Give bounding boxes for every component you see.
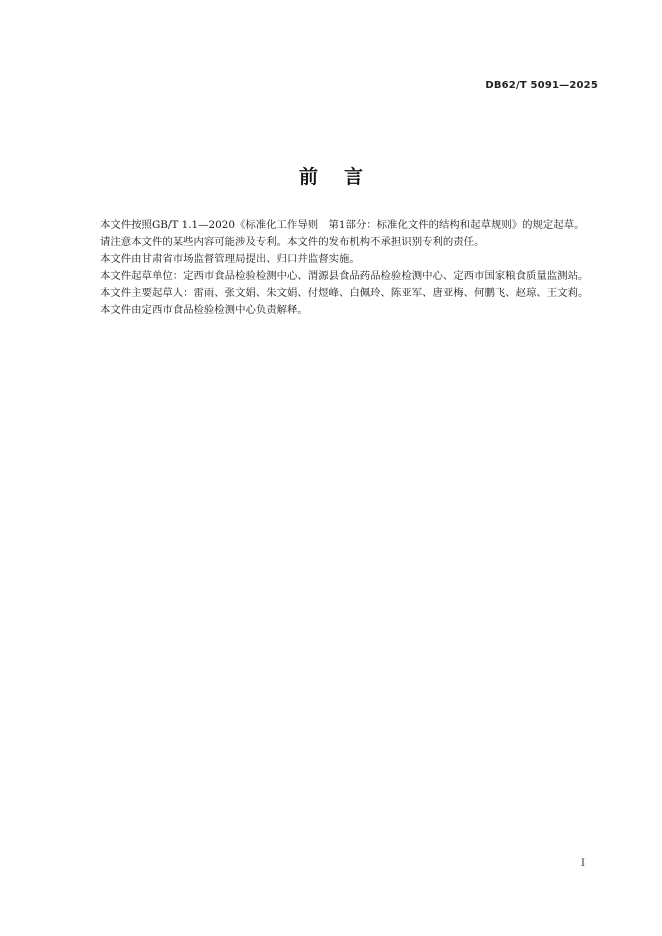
foreword-body <box>79 217 603 319</box>
paragraph-drafting-basis: 本文件按照GB/T 1.1—2020《标准化工作导则 第1部分：标准化文件的结构和起草规则》的规定起草。 <box>100 219 585 231</box>
paragraph-drafting-units: 本文件起草单位：定西市食品检验检测中心、渭源县食品药品检验检测中心、定西市国家粮食质量监测站。 <box>100 270 589 282</box>
paragraph-interpretation: 本文件由定西市食品检验检测中心负责解释。 <box>100 304 308 316</box>
document-code: DB62/T 5091—2025 <box>485 80 598 91</box>
paragraph-patent-notice: 请注意本文件的某些内容可能涉及专利。本文件的发布机构不承担识别专利的责任。 <box>100 236 485 248</box>
page-title: 前言 <box>298 166 389 188</box>
paragraph-drafters: 本文件主要起草人：雷雨、张文娟、朱文娟、付煜峰、白佩玲、陈亚军、唐亚梅、何鹏飞、赵琼、王文莉。 <box>100 287 589 299</box>
paragraph-proposer: 本文件由甘肃省市场监督管理局提出、归口并监督实施。 <box>100 253 360 265</box>
page-number: I <box>581 858 585 869</box>
